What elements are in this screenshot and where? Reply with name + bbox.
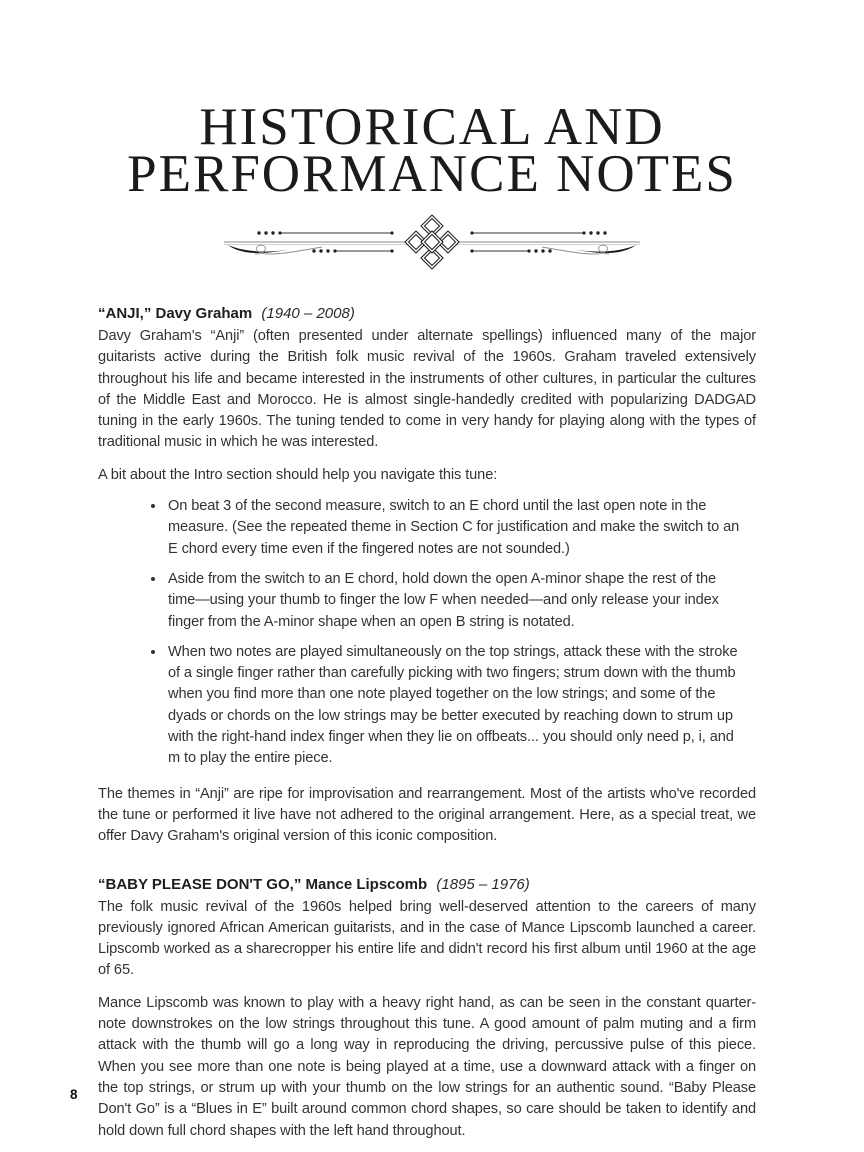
performance-notes-list <box>98 496 756 770</box>
paragraph: The themes in “Anji” are ripe for improvisation and rearrangement. Most of the artists who've recorded the tune or performed it live have not adhered to the original arrangement. Here, as a special treat, we offer Davy Graham's original version of this iconic composition. <box>98 785 756 845</box>
page-number: 8 <box>70 1087 78 1102</box>
bullet-item: • Aside from the switch to an E chord, hold down the open A-minor shape the rest of the time—using your thumb to finger the low F when needed—and only release your index finger from the A-minor shape when an open B string is notated. <box>166 569 744 633</box>
section-heading <box>98 875 756 894</box>
bullet-item: • On beat 3 of the second measure, switch to an E chord until the last open note in the measure. (See the repeated theme in Section C for justification and make the switch to an E chord every time even if the fingered notes are not sounded.) <box>166 496 744 560</box>
page-title <box>0 0 864 203</box>
bullet-item: • When two notes are played simultaneously on the top strings, attack these with the stroke of a single finger rather than carefully picking with two fingers; strum down with the thumb when you find more than one note played together on the low strings; and some of the dyads or chords on the low strings may be better executed by reaching down to strum up with the right-hand index finger when they lie on offbeats... you should only need p, i, and m to play the entire piece. <box>166 642 744 770</box>
knot-divider-icon <box>222 210 642 274</box>
section-heading-title: “BABY PLEASE DON'T GO,” Mance Lipscomb <box>98 875 428 893</box>
paragraph: The folk music revival of the 1960s helped bring well-deserved attention to the careers of many previously ignored African American guitarists, and in the case of Mance Lipscomb launched a career. Lipscomb worked as a sharecropper his entire life and didn't record his first album until 1960 at the age of 65. <box>98 898 756 979</box>
paragraph: Mance Lipscomb was known to play with a heavy right hand, as can be seen in the constant quarter-note downstrokes on the low strings throughout this tune. A good amount of palm muting and a firm attack with the thumb will go a long way in reproducing the driving, percussive pulse of this piece. When you see more than one note is being played at a time, use a downward attack with a finger on the top strings, or strum up with your thumb on the low strings for an authentic sound. “Baby Please Don't Go” is a “Blues in E” built around common chord shapes, so care should be taken to identify and hold down full chord shapes with the left hand throughout. <box>98 994 756 1139</box>
section-heading <box>98 304 756 323</box>
section-heading-title: “ANJI,” Davy Graham <box>98 305 253 322</box>
list-intro: A bit about the Intro section should help you navigate this tune: <box>98 466 498 483</box>
paragraph: Davy Graham's “Anji” (often presented under alternate spellings) influenced many of the major guitarists active during the British folk music revival of the 1960s. Graham traveled extensively throughout his life and became interested in the instruments of other cultures, in particular the cultures of the Middle East and Morocco. He is almost single-handedly credited with popularizing DADGAD tuning in the early 1960s. The tuning tended to come in very handy for playing along with the types of traditional music in which he was interested. <box>98 328 756 451</box>
page-title-line-1: HISTORICAL AND <box>199 98 665 156</box>
section-anji <box>98 304 756 848</box>
section-heading-dates: (1895 – 1976) <box>436 875 530 893</box>
ornamental-divider <box>0 210 864 274</box>
section-heading-dates: (1940 – 2008) <box>261 305 355 322</box>
page-title-line-2: PERFORMANCE NOTES <box>127 145 737 203</box>
body-content <box>98 304 756 1142</box>
section-baby-please-dont-go <box>98 875 756 1142</box>
